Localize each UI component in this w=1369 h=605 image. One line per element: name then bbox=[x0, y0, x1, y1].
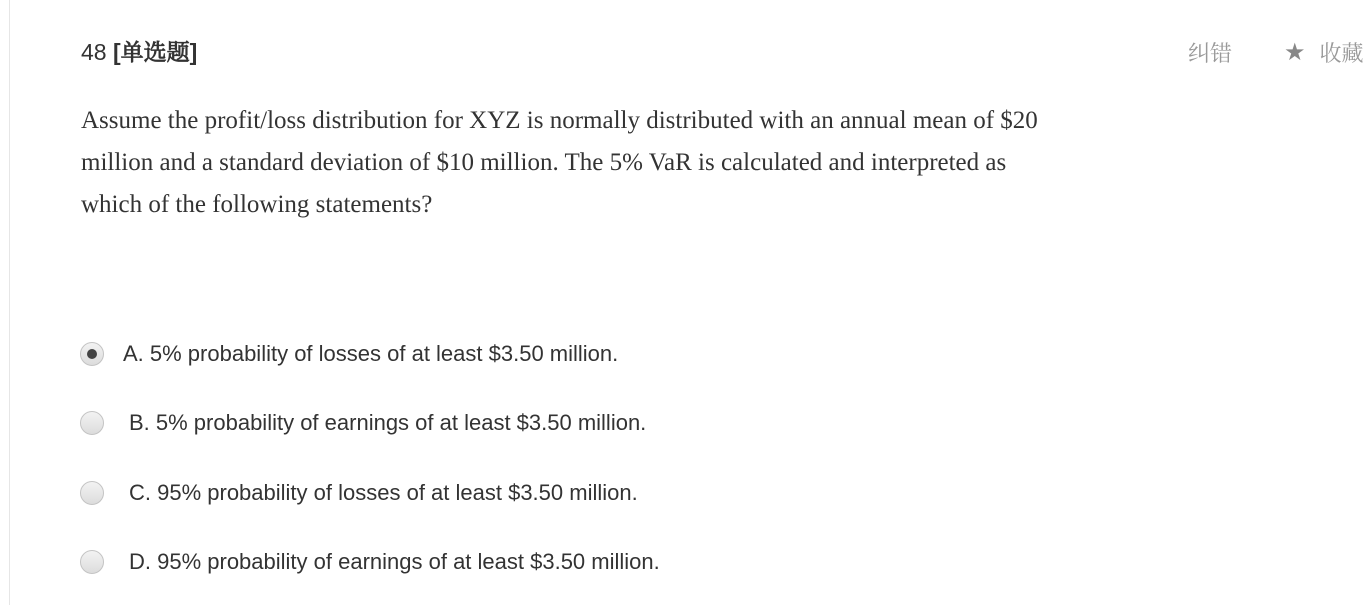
radio-d[interactable] bbox=[80, 550, 104, 574]
option-a[interactable] bbox=[80, 339, 618, 369]
option-c-text: C. 95% probability of losses of at least $3.50 million. bbox=[129, 480, 638, 505]
option-d-text: D. 95% probability of earnings of at least $3.50 million. bbox=[129, 549, 660, 574]
favorite-label: 收藏 bbox=[1319, 41, 1364, 67]
star-icon: ★ bbox=[1284, 38, 1306, 66]
option-d[interactable] bbox=[80, 547, 660, 577]
question-actions bbox=[1188, 36, 1364, 68]
radio-b[interactable] bbox=[80, 411, 104, 435]
option-c[interactable] bbox=[80, 478, 638, 508]
radio-c[interactable] bbox=[80, 481, 104, 505]
question-stem: Assume the profit/loss distribution for XYZ is normally distributed with an annual mean of $20 million and a standard deviation of $10 million. The 5% VaR is calculated and interpreted as which of the following statements? bbox=[81, 107, 1038, 218]
question-type: [单选题] bbox=[112, 39, 198, 65]
radio-a[interactable] bbox=[80, 342, 104, 366]
option-b-text: B. 5% probability of earnings of at least $3.50 million. bbox=[129, 410, 647, 435]
question-number: 48 bbox=[81, 39, 107, 65]
question-header bbox=[81, 36, 197, 68]
left-divider bbox=[9, 0, 10, 605]
favorite-button[interactable] bbox=[1284, 37, 1364, 68]
report-error-button[interactable]: 纠错 bbox=[1188, 41, 1233, 67]
option-a-text: A. 5% probability of losses of at least $3.50 million. bbox=[123, 341, 619, 366]
option-b[interactable] bbox=[80, 408, 646, 438]
